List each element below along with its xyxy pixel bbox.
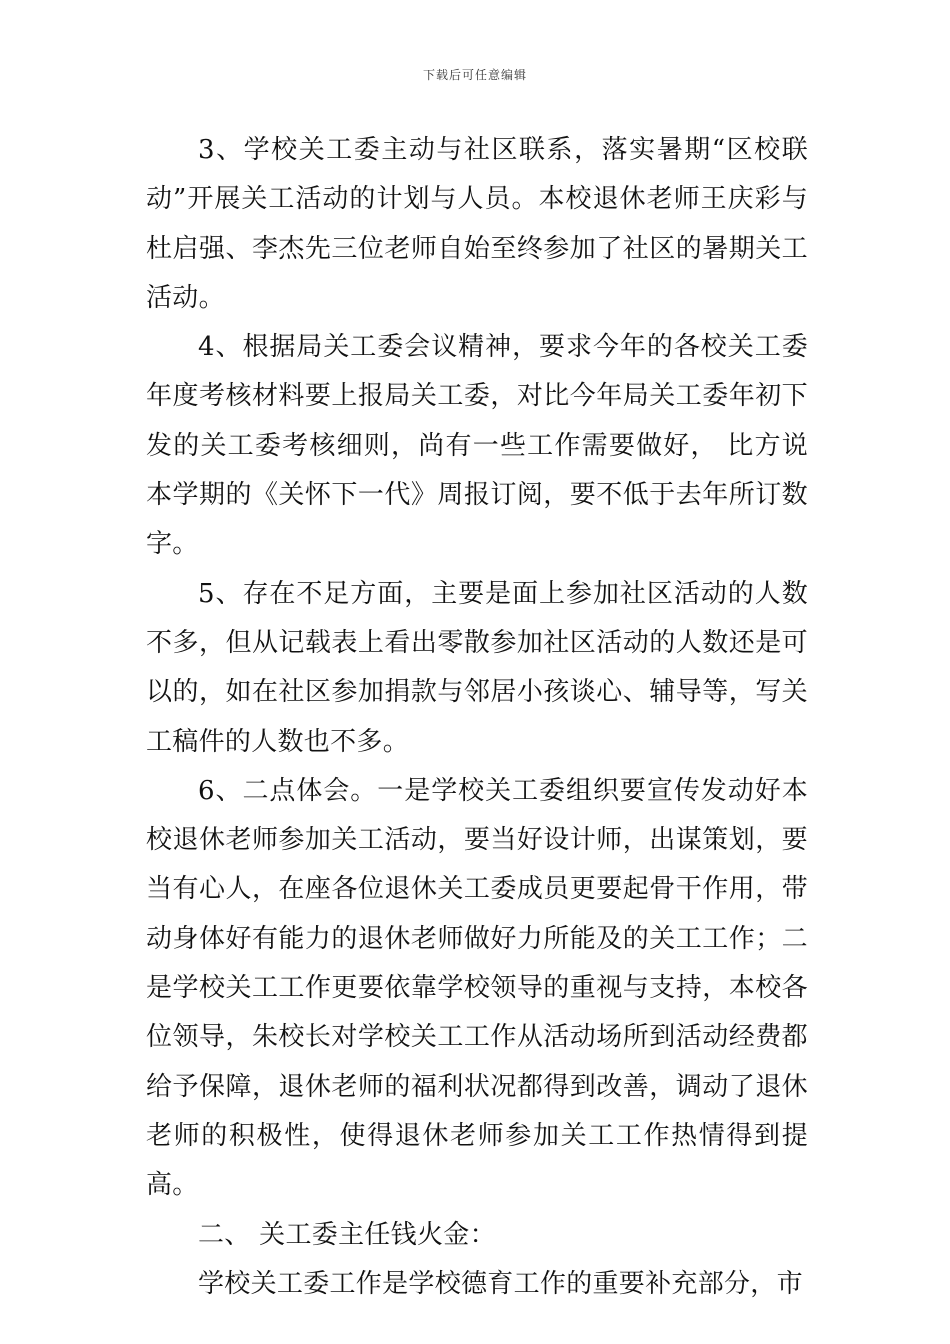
- paragraph-item-3: 3、学校关工委主动与社区联系，落实暑期“区校联动”开展关工活动的计划与人员。本校退休老师王庆彩与杜启强、李杰先三位老师自始至终参加了社区的暑期关工活动。: [146, 135, 808, 313]
- paragraph-item-5: 5、存在不足方面，主要是面上参加社区活动的人数不多，但从记载表上看出零散参加社区活动的人数还是可以的，如在社区参加捐款与邻居小孩谈心、辅导等，写关工稿件的人数也不多。: [146, 578, 808, 757]
- header-note: 下载后可任意编辑: [422, 68, 527, 82]
- paragraph-item-4: 4、根据局关工委会议精神，要求今年的各校关工委年度考核材料要上报局关工委，对比今年局关工委年初下发的关工委考核细则，尚有一些工作需要做好， 比方说本学期的《关怀下一代》周报订阅，要不低于去年所订数字。: [146, 332, 808, 560]
- document-body: [146, 126, 808, 1309]
- paragraph-item-6: 6、二点体会。一是学校关工委组织要宣传发动好本校退休老师参加关工活动，要当好设计师，出谋策划，要当有心人，在座各位退休关工委成员更要起骨干作用，带动身体好有能力的退休老师做好力所能及的关工工作；二是学校关工工作更要依靠学校领导的重视与支持，本校各位领导，朱校长对学校关工工作从活动场所到活动经费都给予保障，退休老师的福利状况都得到改善，调动了退休老师的积极性，使得退休老师参加关工工作热情得到提高。: [146, 775, 808, 1201]
- paragraph-section-2-start: 学校关工委工作是学校德育工作的重要补充部分，市: [198, 1268, 803, 1299]
- section-heading-2: 二、 关工委主任钱火金：: [198, 1219, 496, 1250]
